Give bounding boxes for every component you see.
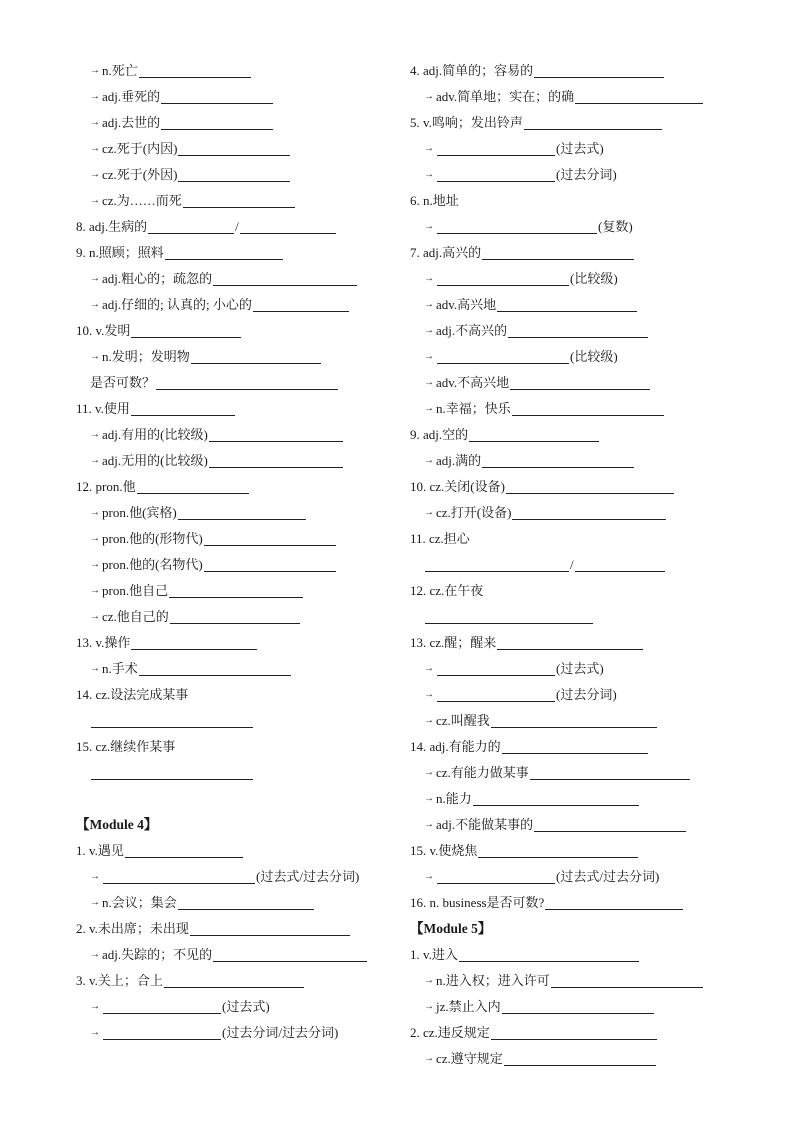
arrow-icon: →	[424, 507, 434, 518]
answer-blank[interactable]	[191, 347, 321, 364]
arrow-icon: →	[424, 871, 434, 882]
answer-blank[interactable]	[165, 243, 283, 260]
vocab-line	[410, 1020, 750, 1046]
answer-blank[interactable]	[459, 945, 639, 962]
arrow-icon: →	[90, 585, 100, 596]
answer-blank[interactable]	[253, 295, 349, 312]
answer-blank[interactable]	[551, 971, 703, 988]
answer-blank[interactable]	[91, 711, 253, 728]
vocab-line	[410, 58, 750, 84]
arrow-icon: →	[424, 663, 434, 674]
vocab-prompt: n.死亡	[102, 63, 138, 78]
arrow-icon: →	[90, 1027, 100, 1038]
arrow-icon: →	[424, 143, 434, 154]
answer-blank[interactable]	[497, 295, 637, 312]
arrow-icon: →	[424, 689, 434, 700]
answer-blank[interactable]	[103, 997, 221, 1014]
arrow-icon: →	[424, 299, 434, 310]
module-heading-text: 【Module 4】	[76, 817, 158, 832]
vocab-prompt: n.手术	[102, 661, 138, 676]
answer-blank[interactable]	[209, 451, 343, 468]
vocab-line	[76, 552, 406, 578]
vocab-line	[410, 240, 750, 266]
vocab-prompt: 13. v.操作	[76, 635, 131, 650]
vocab-line	[410, 1046, 750, 1072]
vocab-prompt: (过去分词)	[556, 167, 617, 182]
vocab-line	[76, 526, 406, 552]
vocab-line	[410, 812, 750, 838]
vocab-line	[410, 526, 750, 552]
vocab-line	[76, 630, 406, 656]
arrow-icon: →	[424, 975, 434, 986]
right-column	[410, 58, 750, 1072]
vocab-prompt: cz.打开(设备)	[436, 505, 512, 520]
vocab-line	[410, 968, 750, 994]
vocab-line	[410, 838, 750, 864]
vocab-line	[76, 136, 406, 162]
answer-blank[interactable]	[534, 815, 686, 832]
arrow-icon: →	[424, 221, 434, 232]
vocab-line	[76, 604, 406, 630]
arrow-icon: →	[90, 169, 100, 180]
arrow-icon: →	[424, 91, 434, 102]
arrow-icon: →	[90, 533, 100, 544]
vocab-prompt: 15. cz.继续作某事	[76, 739, 176, 754]
vocab-line	[410, 318, 750, 344]
vocab-prompt: 14. cz.设法完成某事	[76, 687, 189, 702]
arrow-icon: →	[90, 455, 100, 466]
answer-blank[interactable]	[161, 113, 273, 130]
arrow-icon: →	[424, 819, 434, 830]
vocab-line	[410, 266, 750, 292]
vocab-prompt: cz.为……而死	[102, 193, 182, 208]
arrow-icon: →	[90, 429, 100, 440]
vocab-prompt: adj.无用的(比较级)	[102, 453, 208, 468]
answer-blank[interactable]	[437, 269, 569, 286]
vocab-line	[410, 422, 750, 448]
left-column	[76, 58, 406, 1046]
module-heading	[410, 916, 750, 942]
vocab-prompt: pron.他的(名物代)	[102, 557, 203, 572]
vocab-prompt: (过去式)	[556, 141, 604, 156]
vocab-prompt: (过去分词)	[556, 687, 617, 702]
vocab-line	[410, 84, 750, 110]
vocab-line	[76, 58, 406, 84]
arrow-icon: →	[90, 273, 100, 284]
vocab-prompt: (比较级)	[570, 349, 618, 364]
answer-blank[interactable]	[437, 685, 555, 702]
answer-blank[interactable]	[139, 659, 291, 676]
vocab-line	[410, 136, 750, 162]
answer-blank[interactable]	[190, 919, 350, 936]
vocab-prompt: pron.他自己	[102, 583, 169, 598]
vocab-prompt: (过去式/过去分词)	[556, 869, 660, 884]
vocab-prompt: cz.死于(外因)	[102, 167, 178, 182]
arrow-icon: →	[424, 325, 434, 336]
vocab-line	[76, 916, 406, 942]
answer-blank[interactable]	[469, 425, 599, 442]
answer-blank[interactable]	[240, 217, 336, 234]
vocab-prompt: adj.垂死的	[102, 89, 161, 104]
vocab-line	[410, 942, 750, 968]
vocab-prompt: (过去式/过去分词)	[256, 869, 360, 884]
answer-blank[interactable]	[103, 1023, 221, 1040]
vocab-line	[410, 474, 750, 500]
vocab-prompt: 9. adj.空的	[410, 427, 469, 442]
vocab-prompt: cz.死于(内因)	[102, 141, 178, 156]
arrow-icon: →	[90, 897, 100, 908]
vocab-prompt: adj.有用的(比较级)	[102, 427, 208, 442]
vocab-line	[76, 682, 406, 708]
vocab-line	[76, 292, 406, 318]
answer-blank[interactable]	[169, 581, 303, 598]
vocab-prompt: 4. adj.简单的；容易的	[410, 63, 534, 78]
vocab-prompt: (比较级)	[570, 271, 618, 286]
vocab-prompt: 10. cz.关闭(设备)	[410, 479, 505, 494]
vocab-line	[410, 396, 750, 422]
answer-blank[interactable]	[178, 503, 306, 520]
answer-blank[interactable]	[508, 321, 648, 338]
answer-blank[interactable]	[425, 607, 593, 624]
answer-blank[interactable]	[545, 893, 683, 910]
answer-blank[interactable]	[204, 555, 336, 572]
vocab-prompt: adj.不高兴的	[436, 323, 508, 338]
answer-blank[interactable]	[482, 243, 634, 260]
vocab-line	[76, 240, 406, 266]
vocab-prompt: 13. cz.醒；醒来	[410, 635, 497, 650]
vocab-prompt: cz.叫醒我	[436, 713, 490, 728]
vocab-prompt: 12. pron.他	[76, 479, 136, 494]
vocab-prompt: cz.他自己的	[102, 609, 169, 624]
vocab-prompt: 5. v.鸣响；发出铃声	[410, 115, 523, 130]
vocab-line	[410, 110, 750, 136]
answer-blank[interactable]	[575, 555, 665, 572]
vocab-line	[76, 734, 406, 760]
vocab-line	[410, 708, 750, 734]
vocab-prompt: n.幸福；快乐	[436, 401, 511, 416]
vocab-prompt: adj.不能做某事的	[436, 817, 534, 832]
arrow-icon: →	[424, 1001, 434, 1012]
vocab-line	[76, 578, 406, 604]
answer-blank[interactable]	[437, 217, 597, 234]
vocab-line	[410, 734, 750, 760]
vocab-line	[410, 760, 750, 786]
vocab-prompt: (过去式)	[556, 661, 604, 676]
vocab-line	[76, 188, 406, 214]
vocab-line	[76, 864, 406, 890]
vocab-prompt: cz.有能力做某事	[436, 765, 529, 780]
vocab-prompt: adj.去世的	[102, 115, 161, 130]
vocab-prompt: 10. v.发明	[76, 323, 131, 338]
arrow-icon: →	[90, 507, 100, 518]
vocab-prompt: 是否可数？	[90, 375, 156, 390]
answer-blank[interactable]	[204, 529, 336, 546]
arrow-icon: →	[424, 169, 434, 180]
answer-blank[interactable]	[534, 61, 664, 78]
arrow-icon: →	[424, 1053, 434, 1064]
arrow-icon: →	[90, 195, 100, 206]
vocab-prompt: pron.他的(形物代)	[102, 531, 203, 546]
vocab-line	[76, 890, 406, 916]
answer-blank[interactable]	[156, 373, 338, 390]
vocab-prompt: /	[235, 219, 239, 234]
arrow-icon: →	[424, 455, 434, 466]
vocab-line	[410, 188, 750, 214]
vocab-line	[410, 162, 750, 188]
vocab-line	[76, 968, 406, 994]
answer-blank[interactable]	[91, 763, 253, 780]
answer-blank[interactable]	[478, 841, 638, 858]
answer-blank[interactable]	[425, 555, 569, 572]
vocab-prompt: /	[570, 557, 574, 572]
vocab-prompt: 3. v.关上；合上	[76, 973, 163, 988]
vocab-prompt: 16. n. business是否可数?	[410, 895, 545, 910]
vocab-prompt: 9. n.照顾；照料	[76, 245, 164, 260]
arrow-icon: →	[90, 949, 100, 960]
vocab-line	[410, 630, 750, 656]
arrow-icon: →	[90, 611, 100, 622]
answer-blank[interactable]	[161, 87, 273, 104]
answer-blank[interactable]	[575, 87, 703, 104]
arrow-icon: →	[424, 403, 434, 414]
arrow-icon: →	[90, 351, 100, 362]
vocab-prompt: 11. cz.担心	[410, 531, 470, 546]
vocab-line	[76, 214, 406, 240]
vocab-prompt: pron.他(宾格)	[102, 505, 177, 520]
vocab-line	[410, 370, 750, 396]
vocab-prompt: (过去分词/过去分词)	[222, 1025, 339, 1040]
vocab-prompt: adv.高兴地	[436, 297, 497, 312]
vocab-prompt: n.进入权；进入许可	[436, 973, 550, 988]
vocab-line	[410, 448, 750, 474]
vocab-line	[76, 162, 406, 188]
vocab-line	[410, 604, 750, 630]
vocab-line	[76, 422, 406, 448]
vocab-line	[410, 500, 750, 526]
vocab-prompt: 7. adj.高兴的	[410, 245, 482, 260]
vocab-prompt: 15. v.使烧焦	[410, 843, 478, 858]
vocab-line	[76, 708, 406, 734]
vocab-line	[410, 552, 750, 578]
answer-blank[interactable]	[502, 737, 648, 754]
answer-blank[interactable]	[209, 425, 343, 442]
vocab-prompt: jz.禁止入内	[436, 999, 501, 1014]
spacer	[76, 786, 406, 812]
answer-blank[interactable]	[213, 945, 367, 962]
vocab-prompt: cz.遵守规定	[436, 1051, 503, 1066]
vocab-line	[410, 344, 750, 370]
vocab-line	[410, 786, 750, 812]
vocab-line	[76, 760, 406, 786]
answer-blank[interactable]	[491, 711, 657, 728]
answer-blank[interactable]	[137, 477, 249, 494]
arrow-icon: →	[424, 715, 434, 726]
vocab-line	[76, 656, 406, 682]
answer-blank[interactable]	[131, 399, 235, 416]
answer-blank[interactable]	[491, 1023, 657, 1040]
arrow-icon: →	[424, 767, 434, 778]
vocab-line	[76, 942, 406, 968]
answer-blank[interactable]	[497, 633, 643, 650]
answer-blank[interactable]	[125, 841, 243, 858]
vocab-line	[76, 84, 406, 110]
vocab-prompt: 1. v.进入	[410, 947, 458, 962]
vocab-prompt: adj.失踪的；不见的	[102, 947, 213, 962]
vocab-prompt: 1. v.遇见	[76, 843, 124, 858]
answer-blank[interactable]	[178, 893, 314, 910]
vocab-line	[410, 214, 750, 240]
arrow-icon: →	[90, 1001, 100, 1012]
vocab-prompt: adv.不高兴地	[436, 375, 510, 390]
answer-blank[interactable]	[170, 607, 300, 624]
answer-blank[interactable]	[131, 321, 241, 338]
vocab-line	[410, 864, 750, 890]
vocab-prompt: 11. v.使用	[76, 401, 130, 416]
answer-blank[interactable]	[437, 139, 555, 156]
arrow-icon: →	[424, 351, 434, 362]
vocab-line	[76, 370, 406, 396]
vocab-prompt: 14. adj.有能力的	[410, 739, 501, 754]
arrow-icon: →	[424, 793, 434, 804]
answer-blank[interactable]	[524, 113, 662, 130]
answer-blank[interactable]	[512, 399, 664, 416]
vocab-line	[76, 396, 406, 422]
arrow-icon: →	[90, 871, 100, 882]
answer-blank[interactable]	[437, 659, 555, 676]
vocab-line	[76, 266, 406, 292]
answer-blank[interactable]	[510, 373, 650, 390]
arrow-icon: →	[90, 91, 100, 102]
answer-blank[interactable]	[164, 971, 304, 988]
arrow-icon: →	[90, 299, 100, 310]
vocab-line	[410, 578, 750, 604]
vocab-prompt: n.能力	[436, 791, 472, 806]
vocab-line	[76, 344, 406, 370]
vocab-prompt: adj.粗心的；疏忽的	[102, 271, 213, 286]
vocab-line	[76, 318, 406, 344]
vocab-line	[410, 656, 750, 682]
vocab-prompt: 2. cz.违反规定	[410, 1025, 490, 1040]
vocab-prompt: 2. v.未出席；未出现	[76, 921, 189, 936]
answer-blank[interactable]	[178, 165, 290, 182]
vocab-line	[76, 448, 406, 474]
vocab-line	[76, 994, 406, 1020]
vocab-prompt: adj.满的	[436, 453, 482, 468]
vocab-line	[410, 682, 750, 708]
answer-blank[interactable]	[506, 477, 674, 494]
vocab-line	[76, 110, 406, 136]
answer-blank[interactable]	[178, 139, 290, 156]
arrow-icon: →	[90, 663, 100, 674]
module-heading-text: 【Module 5】	[410, 921, 492, 936]
answer-blank[interactable]	[482, 451, 634, 468]
vocab-line	[76, 838, 406, 864]
vocab-prompt: 12. cz.在午夜	[410, 583, 484, 598]
answer-blank[interactable]	[139, 61, 251, 78]
answer-blank[interactable]	[502, 997, 654, 1014]
arrow-icon: →	[424, 377, 434, 388]
vocab-prompt: (复数)	[598, 219, 633, 234]
vocab-line	[410, 890, 750, 916]
answer-blank[interactable]	[512, 503, 666, 520]
answer-blank[interactable]	[530, 763, 690, 780]
vocab-prompt: n.会议；集会	[102, 895, 177, 910]
vocab-prompt: n.发明；发明物	[102, 349, 190, 364]
arrow-icon: →	[424, 273, 434, 284]
vocab-line	[410, 292, 750, 318]
answer-blank[interactable]	[131, 633, 257, 650]
vocab-prompt: adj.仔细的; 认真的; 小心的	[102, 297, 252, 312]
vocab-prompt: (过去式)	[222, 999, 270, 1014]
answer-blank[interactable]	[148, 217, 234, 234]
answer-blank[interactable]	[437, 347, 569, 364]
vocab-prompt: 8. adj.生病的	[76, 219, 148, 234]
answer-blank[interactable]	[103, 867, 255, 884]
vocab-prompt: 6. n.地址	[410, 193, 459, 208]
arrow-icon: →	[90, 559, 100, 570]
answer-blank[interactable]	[183, 191, 295, 208]
arrow-icon: →	[90, 65, 100, 76]
vocab-line	[76, 1020, 406, 1046]
module-heading	[76, 812, 406, 838]
vocab-line	[410, 994, 750, 1020]
arrow-icon: →	[90, 143, 100, 154]
answer-blank[interactable]	[437, 165, 555, 182]
vocab-line	[76, 500, 406, 526]
vocab-line	[76, 474, 406, 500]
arrow-icon: →	[90, 117, 100, 128]
vocab-prompt: adv.简单地；实在；的确	[436, 89, 575, 104]
answer-blank[interactable]	[504, 1049, 656, 1066]
answer-blank[interactable]	[473, 789, 639, 806]
answer-blank[interactable]	[437, 867, 555, 884]
answer-blank[interactable]	[213, 269, 357, 286]
